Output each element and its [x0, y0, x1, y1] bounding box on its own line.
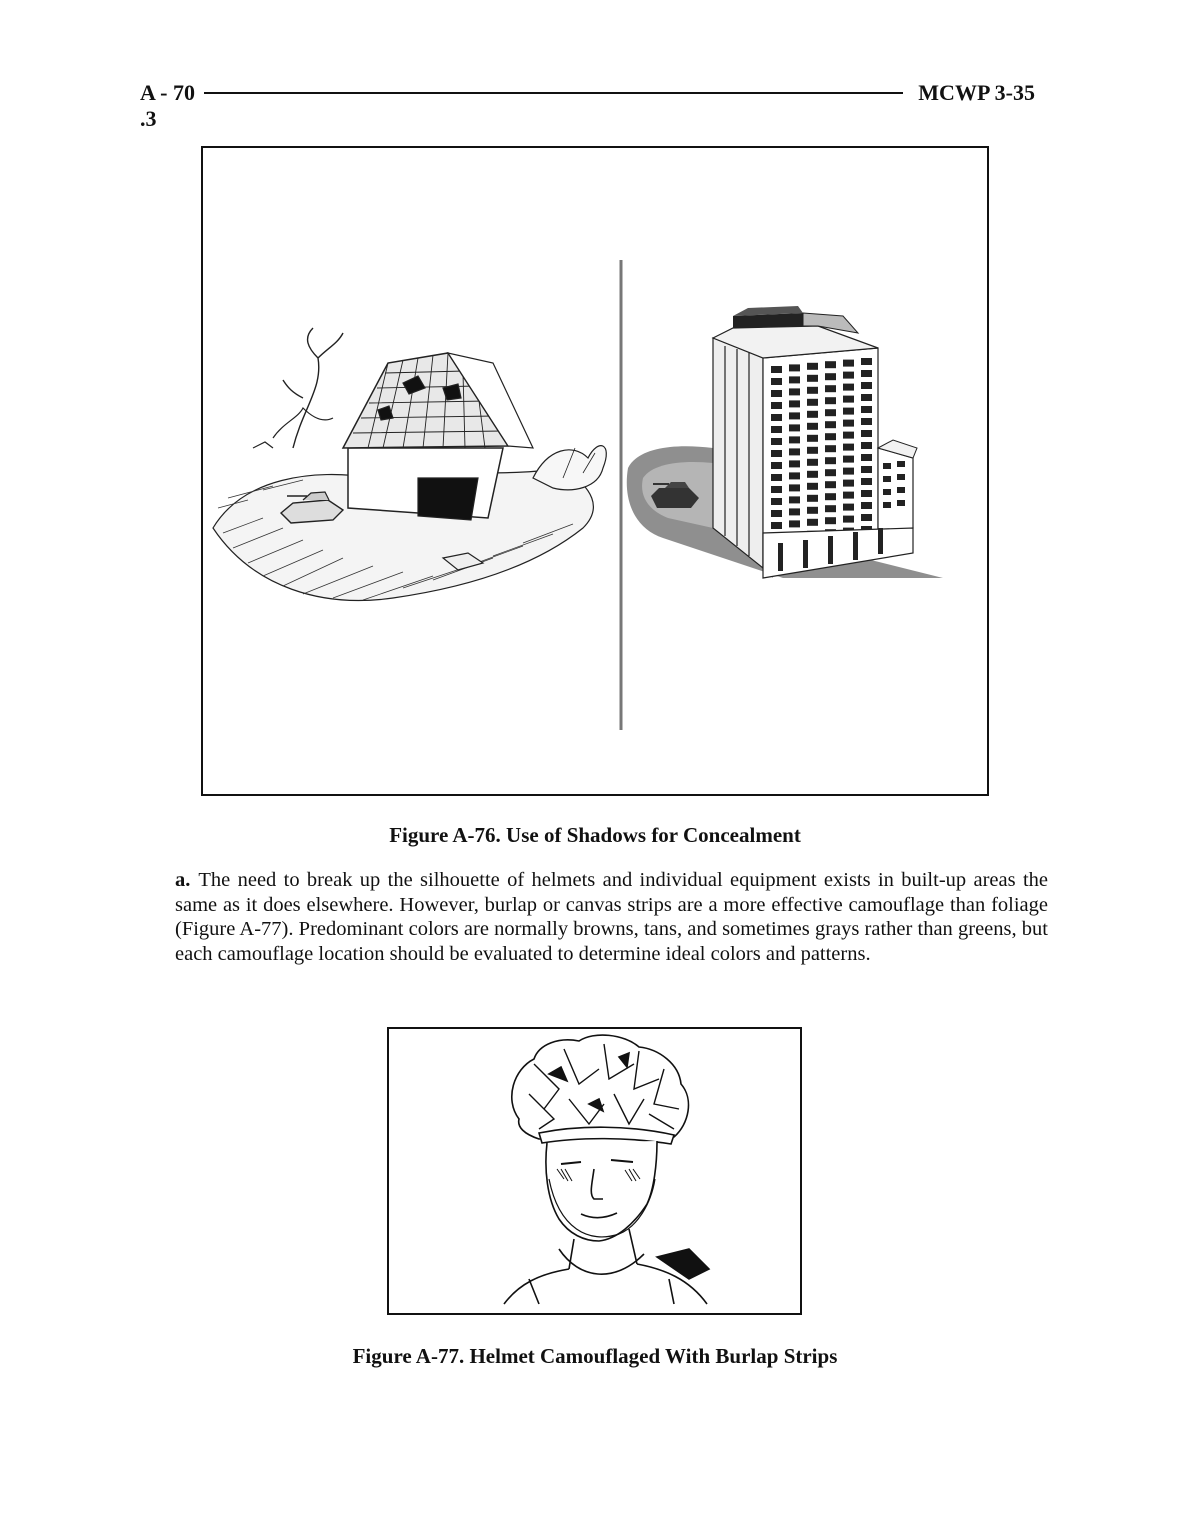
- building-window: [861, 406, 872, 413]
- building-window: [861, 382, 872, 389]
- soldier-helmet-illustration: [504, 1035, 709, 1304]
- building-window: [771, 522, 782, 529]
- building-window: [843, 396, 854, 403]
- figure-a76-frame: [201, 146, 989, 796]
- building-window: [771, 378, 782, 385]
- building-window: [825, 493, 836, 500]
- building-window: [825, 421, 836, 428]
- building-window: [807, 387, 818, 394]
- building-window: [789, 508, 800, 515]
- building-window: [807, 471, 818, 478]
- building-window: [771, 486, 782, 493]
- building-window: [825, 409, 836, 416]
- building-window: [789, 472, 800, 479]
- building-window: [843, 408, 854, 415]
- building-window: [843, 480, 854, 487]
- building-window: [807, 363, 818, 370]
- building-window: [825, 445, 836, 452]
- ruined-house-illustration: [213, 328, 606, 600]
- building-window: [771, 510, 782, 517]
- building-window: [789, 496, 800, 503]
- building-window: [843, 492, 854, 499]
- building-window: [789, 412, 800, 419]
- page-number: A - 70: [140, 80, 199, 106]
- building-window: [861, 370, 872, 377]
- figure-a76-caption: Figure A-76. Use of Shadows for Concealment: [389, 823, 801, 847]
- building-window: [843, 504, 854, 511]
- building-window: [843, 456, 854, 463]
- building-window: [843, 468, 854, 475]
- building-window: [843, 360, 854, 367]
- building-window: [771, 450, 782, 457]
- building-window: [771, 474, 782, 481]
- building-window: [771, 438, 782, 445]
- building-window: [771, 402, 782, 409]
- building-window: [861, 418, 872, 425]
- office-building-illustration: [627, 306, 943, 578]
- building-window: [843, 384, 854, 391]
- building-window: [861, 466, 872, 473]
- building-window: [825, 505, 836, 512]
- building-window: [789, 460, 800, 467]
- paragraph-text: The need to break up the silhouette of helmets and individual equipment exists in built-up areas the same as it does elsewhere. However, burlap or canvas strips are a more effective camouflage than foliage (Figure A-77). Predominant colors are normally browns, tans, and sometimes grays rather than greens, but each camouflage location should be evaluated to determine ideal colors and patterns.: [175, 869, 1048, 965]
- building-window: [825, 481, 836, 488]
- building-window: [825, 385, 836, 392]
- page-number-tail: .3: [140, 106, 157, 131]
- building-window: [807, 495, 818, 502]
- building-window: [789, 484, 800, 491]
- building-window: [807, 507, 818, 514]
- building-window: [807, 483, 818, 490]
- building-window: [789, 448, 800, 455]
- figure-a77-caption: Figure A-77. Helmet Camouflaged With Burlap Strips: [352, 1344, 838, 1368]
- building-window: [861, 502, 872, 509]
- building-window: [825, 361, 836, 368]
- building-window: [807, 399, 818, 406]
- figure-a77-illustration: [389, 1029, 800, 1313]
- building-window: [843, 432, 854, 439]
- building-window: [843, 444, 854, 451]
- page-header: [140, 80, 1035, 131]
- building-window: [825, 457, 836, 464]
- building-window: [807, 423, 818, 430]
- building-window: [789, 364, 800, 371]
- building-window: [789, 376, 800, 383]
- building-window: [861, 442, 872, 449]
- building-window: [771, 414, 782, 421]
- building-window: [825, 469, 836, 476]
- building-window: [861, 358, 872, 365]
- building-window: [807, 435, 818, 442]
- building-window: [843, 420, 854, 427]
- building-window: [771, 390, 782, 397]
- header-rule: [204, 92, 903, 94]
- building-window: [807, 459, 818, 466]
- building-window: [789, 520, 800, 527]
- building-window: [771, 498, 782, 505]
- building-window: [825, 373, 836, 380]
- building-window: [771, 366, 782, 373]
- building-window: [861, 394, 872, 401]
- building-window: [789, 436, 800, 443]
- building-window: [807, 411, 818, 418]
- building-window: [771, 426, 782, 433]
- building-window: [771, 462, 782, 469]
- building-window: [843, 516, 854, 523]
- figure-a76-illustration: [203, 148, 987, 794]
- building-window: [807, 375, 818, 382]
- building-window: [861, 430, 872, 437]
- figure-a77-frame: [387, 1027, 802, 1315]
- document-id: MCWP 3-35: [914, 80, 1035, 106]
- building-window: [825, 517, 836, 524]
- building-window: [807, 519, 818, 526]
- building-window: [789, 388, 800, 395]
- paragraph-a: [175, 868, 1048, 966]
- building-window: [861, 490, 872, 497]
- building-window: [825, 433, 836, 440]
- building-window: [861, 478, 872, 485]
- building-window: [861, 454, 872, 461]
- building-window: [843, 372, 854, 379]
- building-window: [807, 447, 818, 454]
- building-window: [861, 514, 872, 521]
- building-window: [825, 397, 836, 404]
- paragraph-label: a.: [175, 869, 191, 891]
- building-window: [789, 400, 800, 407]
- building-window: [789, 424, 800, 431]
